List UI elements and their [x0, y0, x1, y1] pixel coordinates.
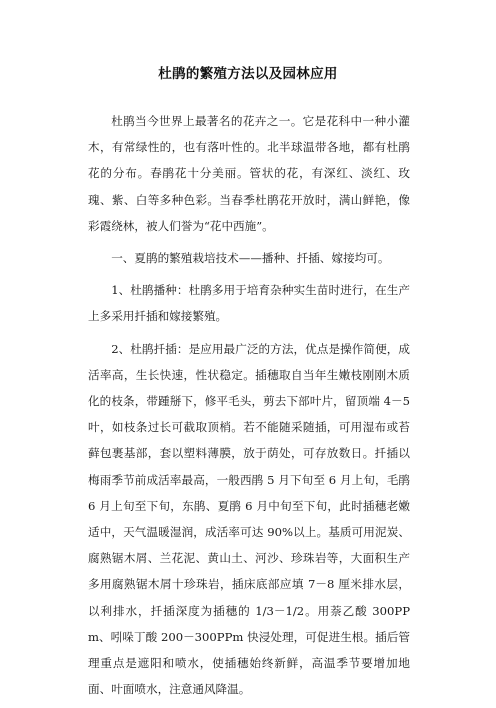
paragraph-sowing: 1、杜鹃播种：杜鹃多用于培育杂种实生苗时进行，在生产上多采用扦插和嫁接繁殖。	[88, 283, 410, 324]
paragraph-section-heading: 一、夏鹃的繁殖栽培技术——播种、扦插、嫁接均可。	[111, 251, 390, 266]
paragraph-cutting: 2、杜鹃扦插：是应用最广泛的方法，优点是操作简便，成活率高，生长快速，性状稳定。插穗取自当年生嫩枝刚刚木质化的枝条，带踵掰下，修平毛头，剪去下部叶片，留顶端 4－5 叶，如枝条过长可截取顶梢。若不能随采随插，可用湿布或苔藓包裹基部，套以塑料薄膜，放于荫处，可存放数日。扦插以梅雨季节前成活率最高，一般西鹃 5 月下旬至 6 月上旬，毛鹃 6 月上旬至下旬，东鹃、夏鹃 6 月中旬至下旬，此时插穗老嫩适中，天气温暖湿润，成活率可达 90%以上。基质可用泥炭、腐熟锯木屑、兰花泥、黄山土、河沙、珍珠岩等，大面积生产多用腐熟锯木屑十珍珠岩，插床底部应填 7－8 厘米排水层，以利排水，扦插深度为插穗的 1/3－1/2。用萘乙酸 300PPm、吲哚丁酸 200－300PPm 快浸处理，可促进生根。插后管理重点是遮阳和喷水，使插穗始终新鲜，高温季节要增加地面、叶面喷水，注意通风降温。	[88, 341, 410, 697]
document-body	[88, 108, 410, 708]
document-title: 杜鹃的繁殖方法以及园林应用	[158, 66, 338, 82]
paragraph-intro: 杜鹃当今世界上最著名的花卉之一。它是花科中一种小灌木，有常绿性的，也有落叶性的。北半球温带各地，都有杜鹃花的分布。春鹃花十分美丽。管状的花，有深红、淡红、玫瑰、紫、白等多种色彩。当春季杜鹃花开放时，满山鲜艳，像彩霞绕林，被人们誉为“花中西施”。	[88, 114, 410, 233]
